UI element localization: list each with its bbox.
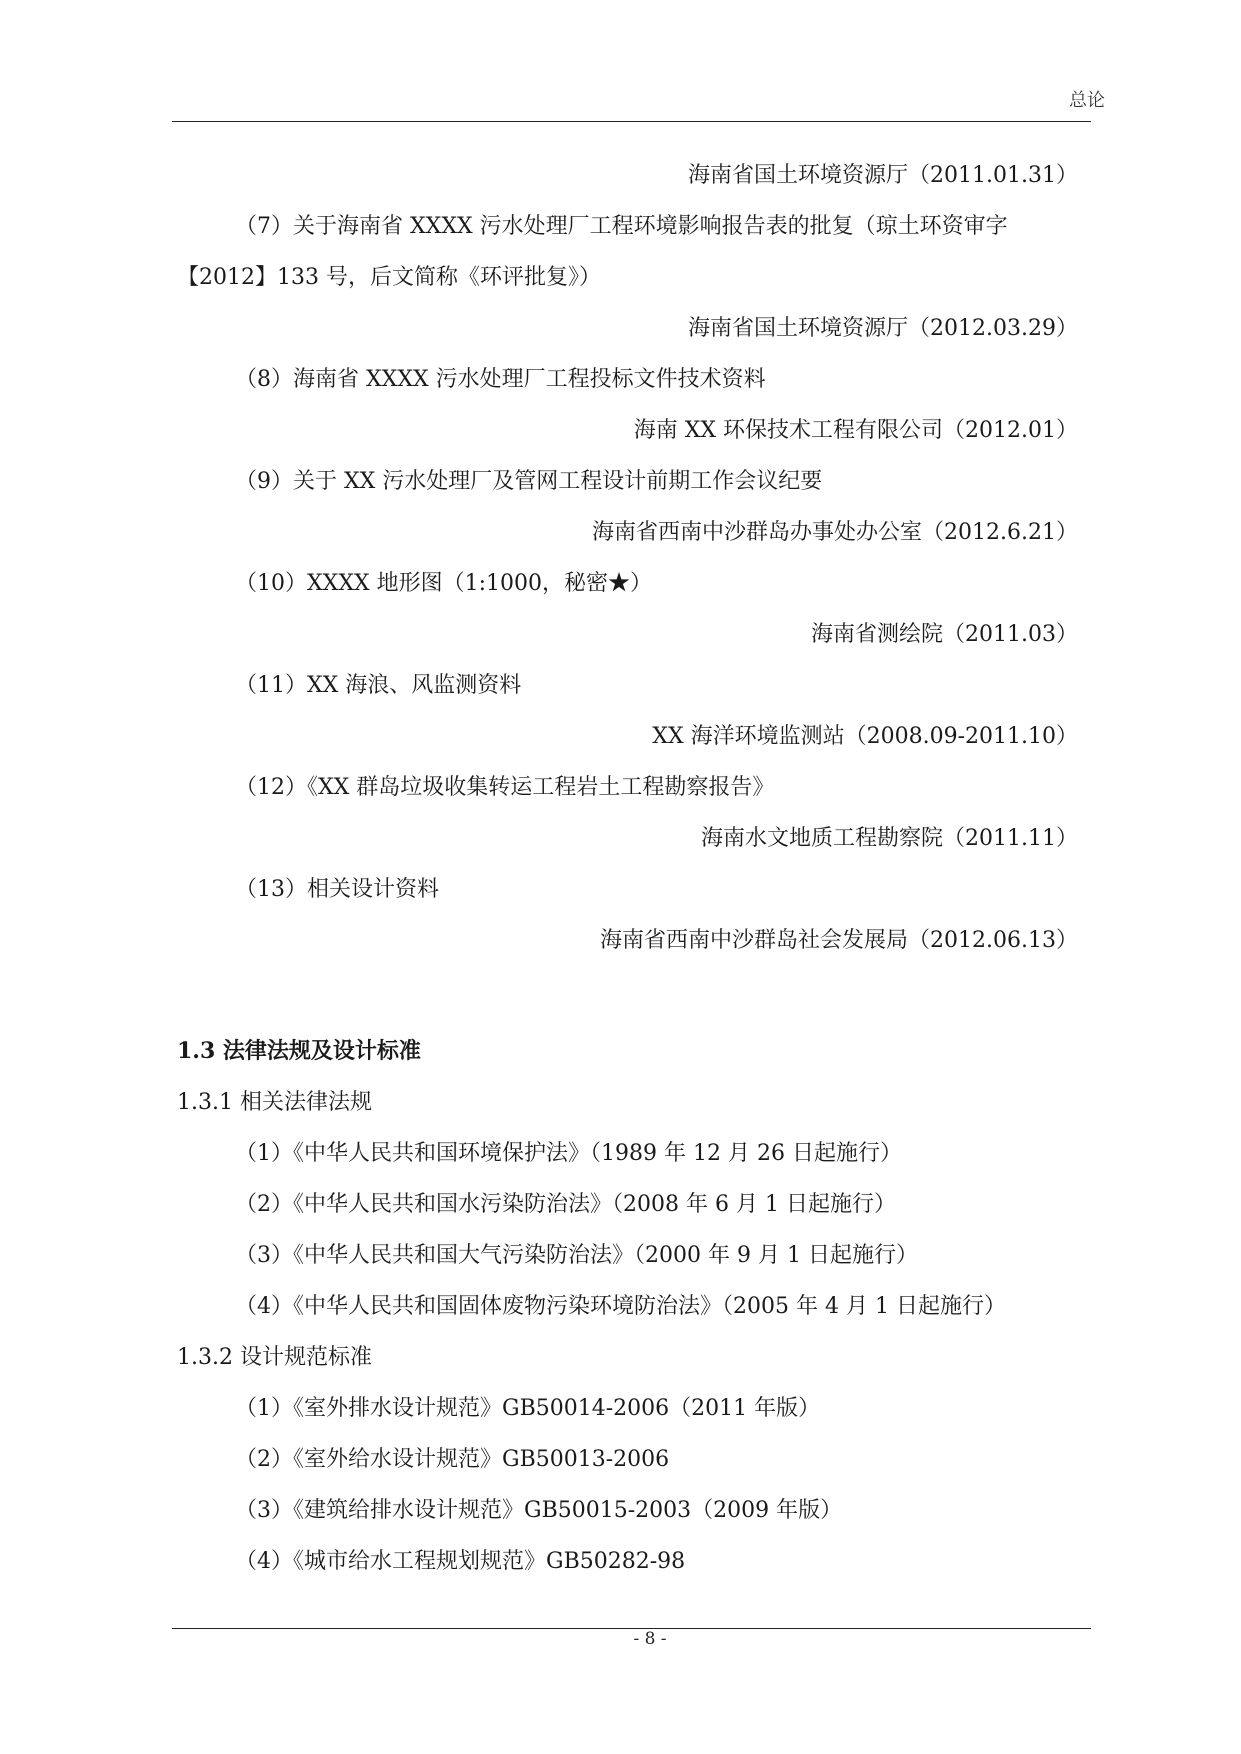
reference-item-continuation: 【2012】133 号，后文简称《环评批复》） — [177, 265, 601, 290]
header-rule — [172, 121, 1091, 122]
standard-item: （1）《室外排水设计规范》GB50014-2006（2011 年版） — [235, 1396, 821, 1421]
law-item: （4）《中华人民共和国固体废物污染环境防治法》（2005 年 4 月 1 日起施行） — [235, 1294, 1006, 1319]
header-title: 总论 — [1069, 90, 1105, 111]
reference-item: （8）海南省 XXXX 污水处理厂工程投标文件技术资料 — [235, 367, 766, 392]
reference-source: 海南水文地质工程勘察院（2011.11） — [701, 826, 1078, 851]
reference-item: （7）关于海南省 XXXX 污水处理厂工程环境影响报告表的批复（琼土环资审字 — [235, 214, 1008, 239]
standard-item: （4）《城市给水工程规划规范》GB50282-98 — [235, 1549, 686, 1574]
subsection-heading: 1.3.2 设计规范标准 — [177, 1345, 372, 1370]
reference-source: XX 海洋环境监测站（2008.09-2011.10） — [652, 724, 1078, 749]
reference-source: 海南省西南中沙群岛社会发展局（2012.06.13） — [600, 928, 1078, 953]
section-heading: 1.3 法律法规及设计标准 — [177, 1038, 421, 1064]
law-item: （1）《中华人民共和国环境保护法》（1989 年 12 月 26 日起施行） — [235, 1141, 902, 1166]
standard-item: （2）《室外给水设计规范》GB50013-2006 — [235, 1447, 670, 1472]
reference-source: 海南 XX 环保技术工程有限公司（2012.01） — [633, 418, 1078, 443]
reference-item: （13）相关设计资料 — [235, 877, 439, 902]
law-item: （3）《中华人民共和国大气污染防治法》（2000 年 9 月 1 日起施行） — [235, 1243, 918, 1268]
reference-source: 海南省国土环境资源厅（2012.03.29） — [688, 316, 1078, 341]
reference-source: 海南省国土环境资源厅（2011.01.31） — [688, 163, 1078, 188]
law-item: （2）《中华人民共和国水污染防治法》（2008 年 6 月 1 日起施行） — [235, 1192, 896, 1217]
reference-source: 海南省西南中沙群岛办事处办公室（2012.6.21） — [592, 520, 1078, 545]
standard-item: （3）《建筑给排水设计规范》GB50015-2003（2009 年版） — [235, 1498, 843, 1523]
page-number: - 8 - — [633, 1629, 667, 1649]
reference-item: （12）《XX 群岛垃圾收集转运工程岩土工程勘察报告》 — [235, 775, 775, 800]
subsection-heading: 1.3.1 相关法律法规 — [177, 1090, 372, 1115]
reference-item: （10）XXXX 地形图（1:1000，秘密★） — [235, 571, 653, 596]
reference-item: （9）关于 XX 污水处理厂及管网工程设计前期工作会议纪要 — [235, 469, 823, 494]
reference-source: 海南省测绘院（2011.03） — [811, 622, 1078, 647]
reference-item: （11）XX 海浪、风监测资料 — [235, 673, 522, 698]
